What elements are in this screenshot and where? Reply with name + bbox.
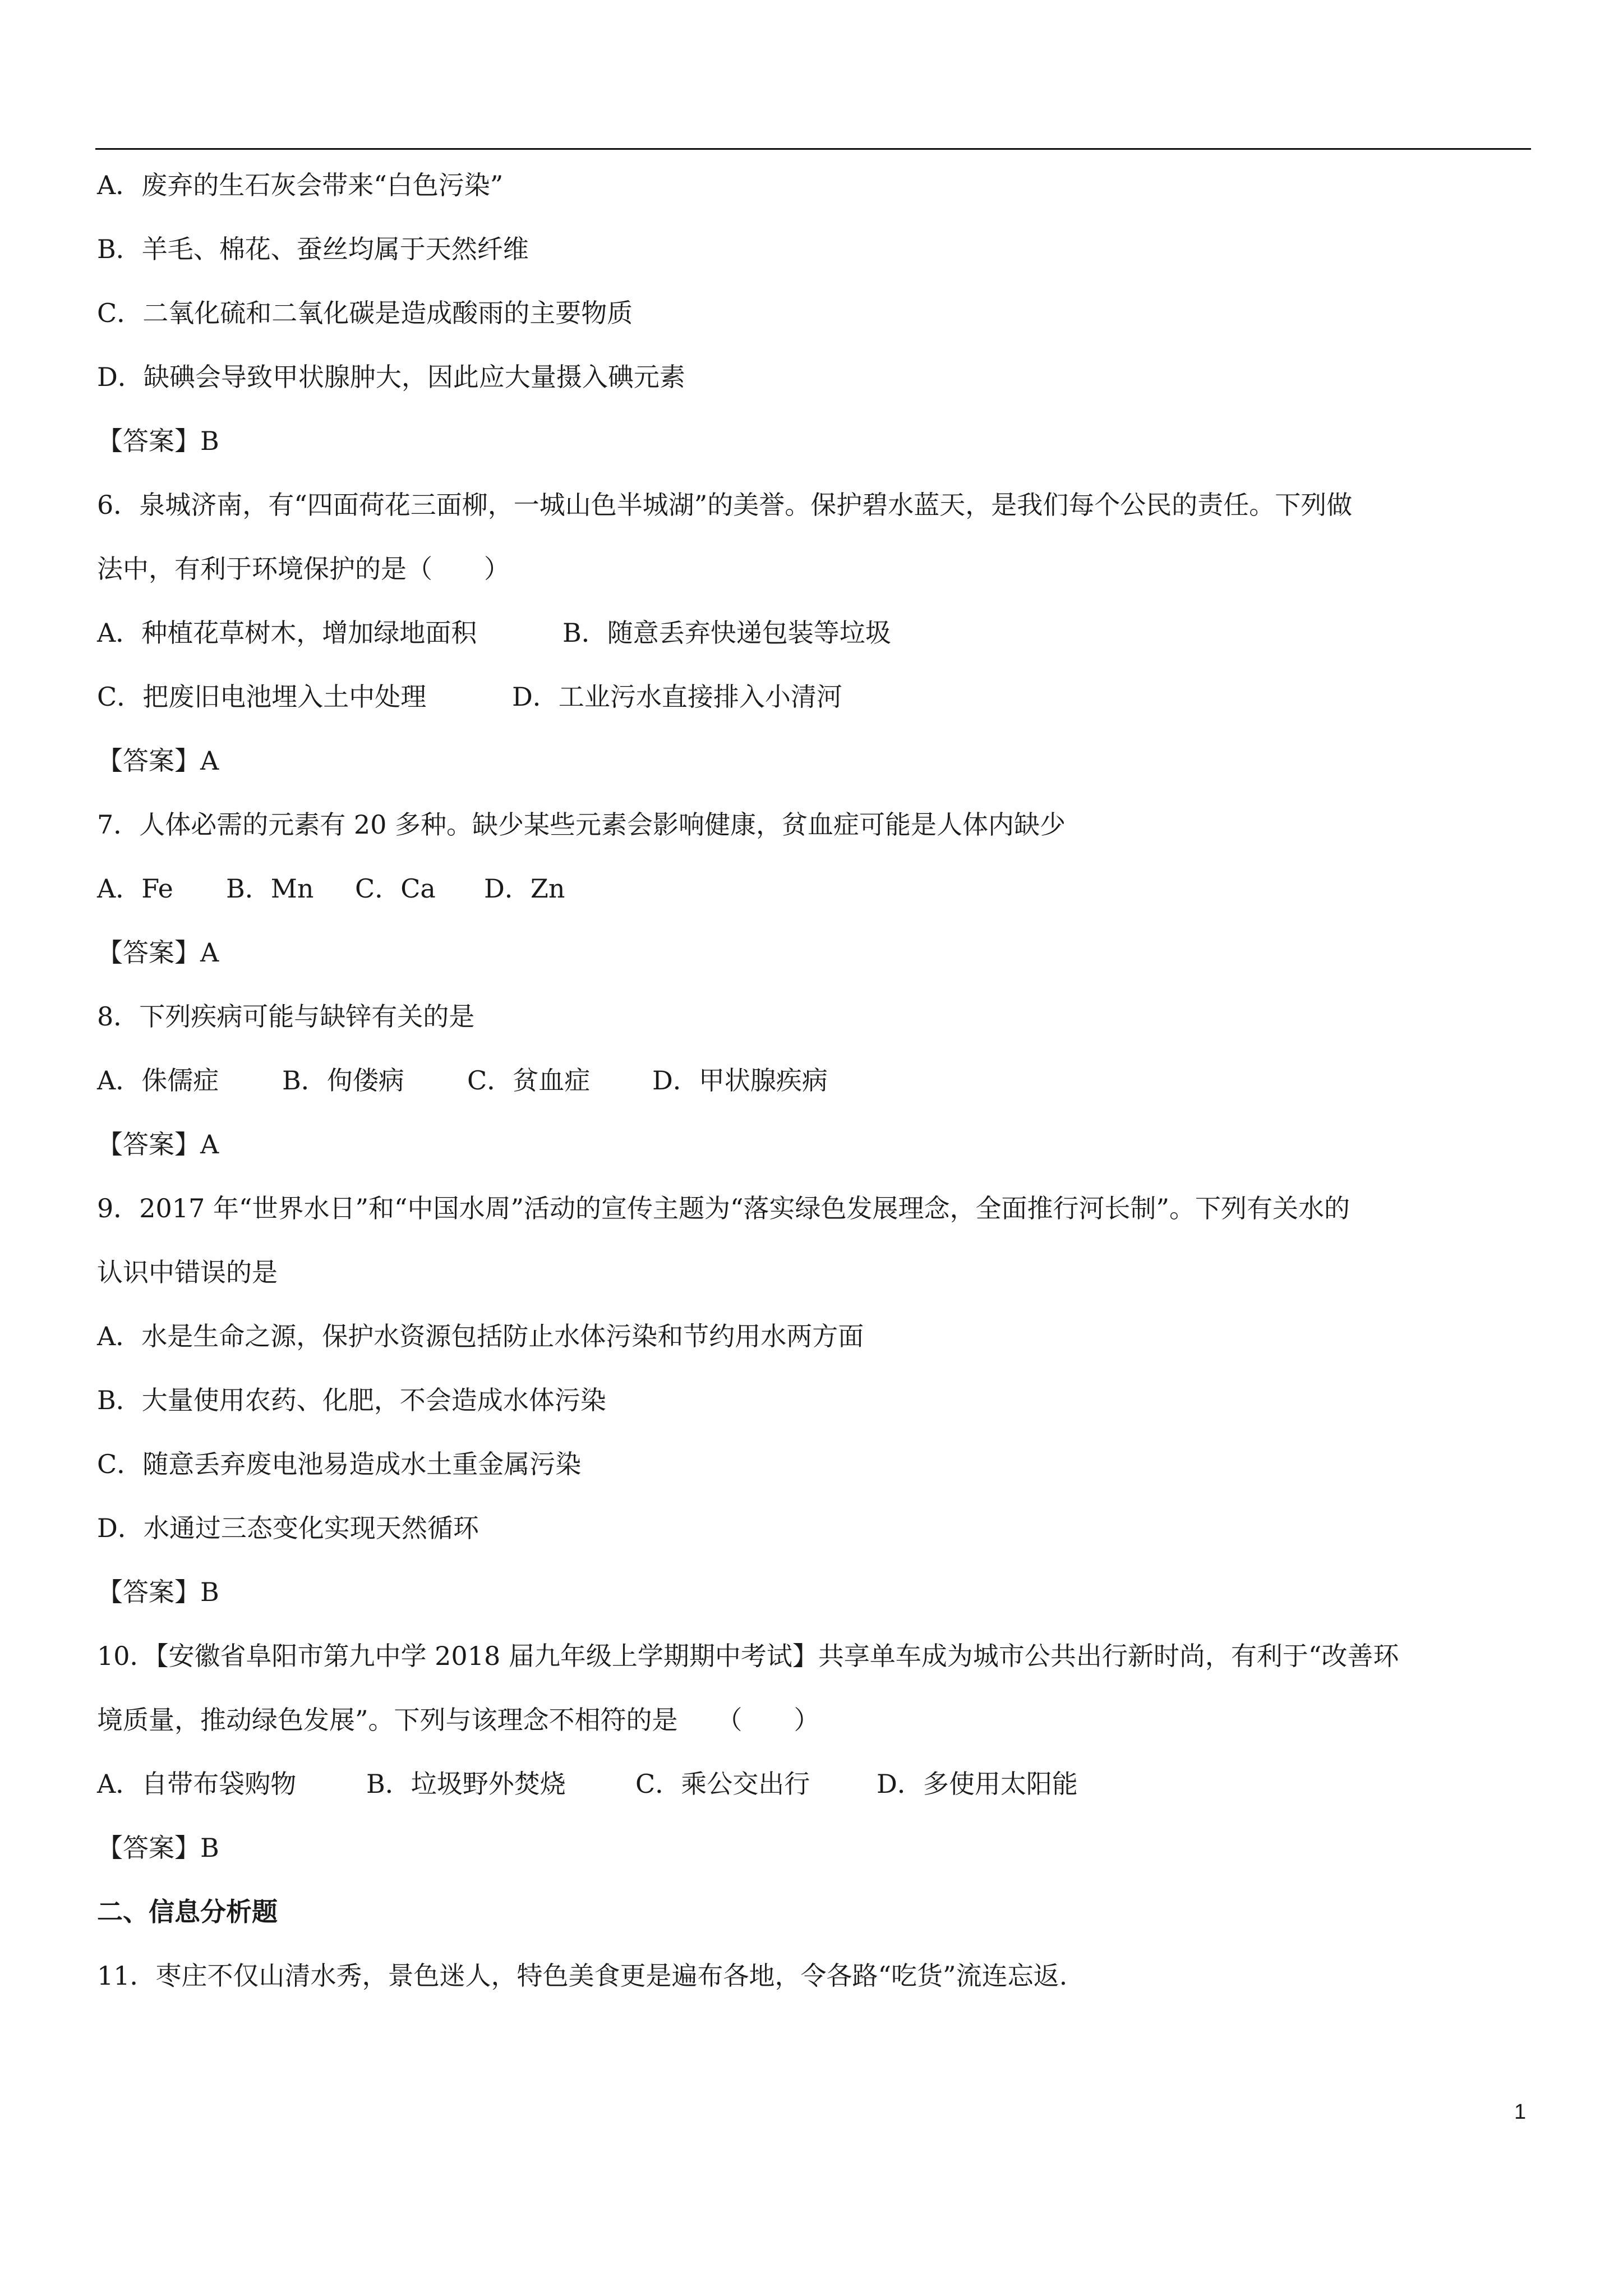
q6-option-d: D．工业污水直接排入小清河 — [512, 682, 842, 712]
q6-stem-line-2: 法中，有利于环境保护的是（ ） — [97, 554, 510, 584]
q7-option-b: B．Mn — [226, 873, 314, 904]
q11-stem: 11．枣庄不仅山清水秀，景色迷人，特色美食更是遍布各地，令各路“吃货”流连忘返. — [97, 1961, 1068, 1991]
q10-option-d: D．多使用太阳能 — [877, 1769, 1078, 1799]
q6-stem-line-1: 6．泉城济南，有“四面荷花三面柳，一城山色半城湖”的美誉。保护碧水蓝天，是我们每个公民的责任。下列做 — [97, 490, 1353, 520]
q5-option-c: C．二氧化硫和二氧化碳是造成酸雨的主要物质 — [97, 298, 633, 328]
header-rule — [95, 148, 1531, 150]
q10-options-row — [97, 1767, 1078, 1801]
q10-answer: 【答案】B — [97, 1833, 219, 1863]
q6-options-row-2 — [97, 680, 842, 714]
q8-stem: 8．下列疾病可能与缺锌有关的是 — [97, 1001, 475, 1032]
q7-answer: 【答案】A — [97, 937, 219, 968]
q6-option-a: A．种植花草树木，增加绿地面积 — [97, 618, 477, 648]
q7-option-c: C．Ca — [355, 873, 436, 904]
q7-option-d: D．Zn — [484, 873, 565, 904]
q8-answer: 【答案】A — [97, 1129, 219, 1159]
q8-option-c: C．贫血症 — [467, 1065, 591, 1096]
q7-option-a: A．Fe — [97, 873, 173, 904]
page-number: 1 — [1514, 2100, 1527, 2124]
q8-option-b: B．佝偻病 — [282, 1065, 404, 1096]
q10-option-c: C．乘公交出行 — [635, 1769, 810, 1799]
q10-stem-line-1: 10．【安徽省阜阳市第九中学 2018 届九年级上学期期中考试】共享单车成为城市公共出行新时尚，有利于“改善环 — [97, 1641, 1399, 1671]
q9-option-c: C．随意丢弃废电池易造成水土重金属污染 — [97, 1449, 582, 1479]
q7-options-row — [97, 872, 565, 905]
q6-option-b: B．随意丢弃快递包装等垃圾 — [562, 618, 891, 648]
q6-option-c: C．把废旧电池埋入土中处理 — [97, 682, 427, 712]
q10-stem-line-2: 境质量，推动绿色发展”。下列与该理念不相符的是 （ ） — [97, 1705, 820, 1735]
q6-options-row-1 — [97, 616, 891, 650]
q8-options-row — [97, 1064, 828, 1097]
q9-stem-line-2: 认识中错误的是 — [97, 1257, 278, 1287]
q5-answer: 【答案】B — [97, 426, 219, 456]
q10-option-b: B．垃圾野外焚烧 — [366, 1769, 566, 1799]
q5-option-a: A．废弃的生石灰会带来“白色污染” — [97, 170, 504, 200]
q9-option-d: D．水通过三态变化实现天然循环 — [97, 1513, 479, 1543]
q5-option-b: B．羊毛、棉花、蚕丝均属于天然纤维 — [97, 234, 529, 264]
q5-option-d: D．缺碘会导致甲状腺肿大，因此应大量摄入碘元素 — [97, 362, 685, 392]
q9-option-a: A．水是生命之源，保护水资源包括防止水体污染和节约用水两方面 — [97, 1321, 864, 1351]
q9-answer: 【答案】B — [97, 1577, 219, 1607]
q7-stem: 7．人体必需的元素有 20 多种。缺少某些元素会影响健康，贫血症可能是人体内缺少 — [97, 809, 1066, 840]
q6-answer: 【答案】A — [97, 746, 219, 776]
q9-option-b: B．大量使用农药、化肥，不会造成水体污染 — [97, 1385, 606, 1415]
q8-option-d: D．甲状腺疾病 — [652, 1065, 828, 1096]
q9-stem-line-1: 9．2017 年“世界水日”和“中国水周”活动的宣传主题为“落实绿色发展理念，全面推行河长制”。下列有关水的 — [97, 1193, 1350, 1223]
section-title: 二、信息分析题 — [97, 1897, 278, 1927]
q10-option-a: A．自带布袋购物 — [97, 1769, 297, 1799]
q8-option-a: A．侏儒症 — [97, 1065, 219, 1096]
